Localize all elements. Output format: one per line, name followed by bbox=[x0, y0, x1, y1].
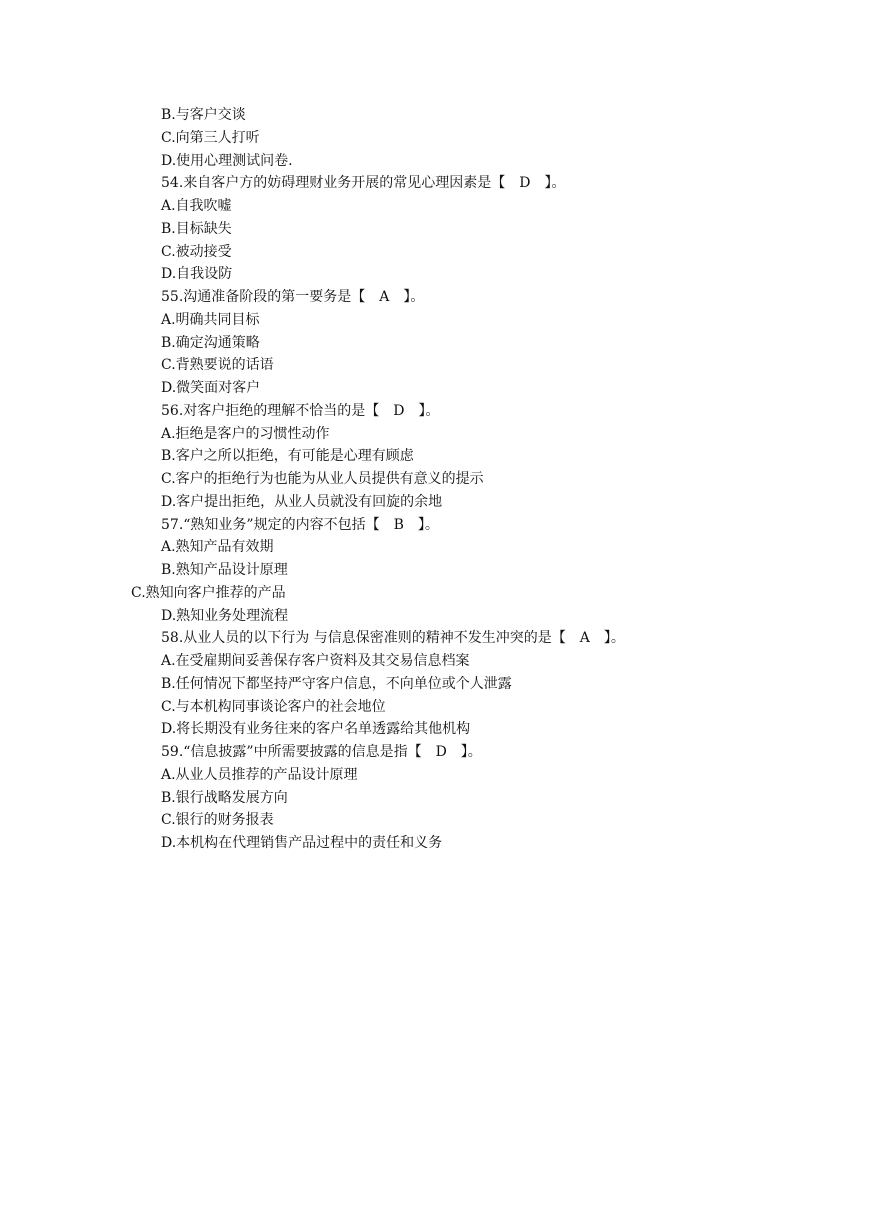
question-list bbox=[0, 104, 869, 855]
question-line: 57.“熟知业务”规定的内容不包括【 B 】。 bbox=[161, 516, 439, 533]
option-line: D.将长期没有业务往来的客户名单透露给其他机构 bbox=[161, 721, 471, 738]
option-line: A.明确共同目标 bbox=[161, 311, 260, 328]
option-line: C.熟知向客户推荐的产品 bbox=[131, 584, 286, 601]
option-line: A.自我吹嘘 bbox=[161, 198, 232, 214]
option-line: A.从业人员推荐的产品设计原理 bbox=[161, 766, 358, 783]
option-line: B.确定沟通策略 bbox=[161, 334, 260, 351]
option-line: D.客户提出拒绝，从业人员就没有回旋的余地 bbox=[161, 493, 443, 510]
question-line: 56.对客户拒绝的理解不恰当的是【 D 】。 bbox=[161, 402, 440, 419]
option-line: A.拒绝是客户的习惯性动作 bbox=[161, 425, 330, 442]
option-line: A.在受雇期间妥善保存客户资料及其交易信息档案 bbox=[161, 653, 470, 669]
option-line: C.背熟要说的话语 bbox=[161, 357, 274, 374]
option-line: B.任何情况下都坚持严守客户信息，不向单位或个人泄露 bbox=[161, 675, 512, 692]
option-line: C.被动接受 bbox=[161, 243, 232, 260]
option-line: A.熟知产品有效期 bbox=[161, 539, 274, 556]
option-line: D.本机构在代理销售产品过程中的责任和义务 bbox=[161, 835, 443, 851]
option-line: D.使用心理测试问卷. bbox=[161, 152, 293, 169]
option-line: C.与本机构同事谈论客户的社会地位 bbox=[161, 698, 386, 715]
option-line: D.微笑面对客户 bbox=[161, 380, 261, 396]
option-line: C.向第三人打听 bbox=[161, 129, 260, 146]
question-line: 55.沟通准备阶段的第一要务是【 A 】。 bbox=[161, 289, 425, 305]
option-line: B.与客户交谈 bbox=[161, 107, 246, 123]
question-line: 58.从业人员的以下行为 与信息保密准则的精神不发生冲突的是【 A 】。 bbox=[161, 630, 625, 647]
option-line: D.自我设防 bbox=[161, 266, 233, 283]
option-line: B.客户之所以拒绝，有可能是心理有顾虑 bbox=[161, 448, 414, 465]
option-line: B.银行战略发展方向 bbox=[161, 789, 288, 806]
option-line: B.目标缺失 bbox=[161, 220, 232, 237]
question-line: 54.来自客户方的妨碍理财业务开展的常见心理因素是【 D 】。 bbox=[161, 175, 566, 192]
option-line: C.银行的财务报表 bbox=[161, 812, 274, 829]
option-line: D.熟知业务处理流程 bbox=[161, 607, 289, 624]
question-line: 59.“信息披露”中所需要披露的信息是指【 D 】。 bbox=[161, 744, 482, 760]
option-line: C.客户的拒绝行为也能为从业人员提供有意义的提示 bbox=[161, 471, 484, 487]
option-line: B.熟知产品设计原理 bbox=[161, 562, 288, 578]
